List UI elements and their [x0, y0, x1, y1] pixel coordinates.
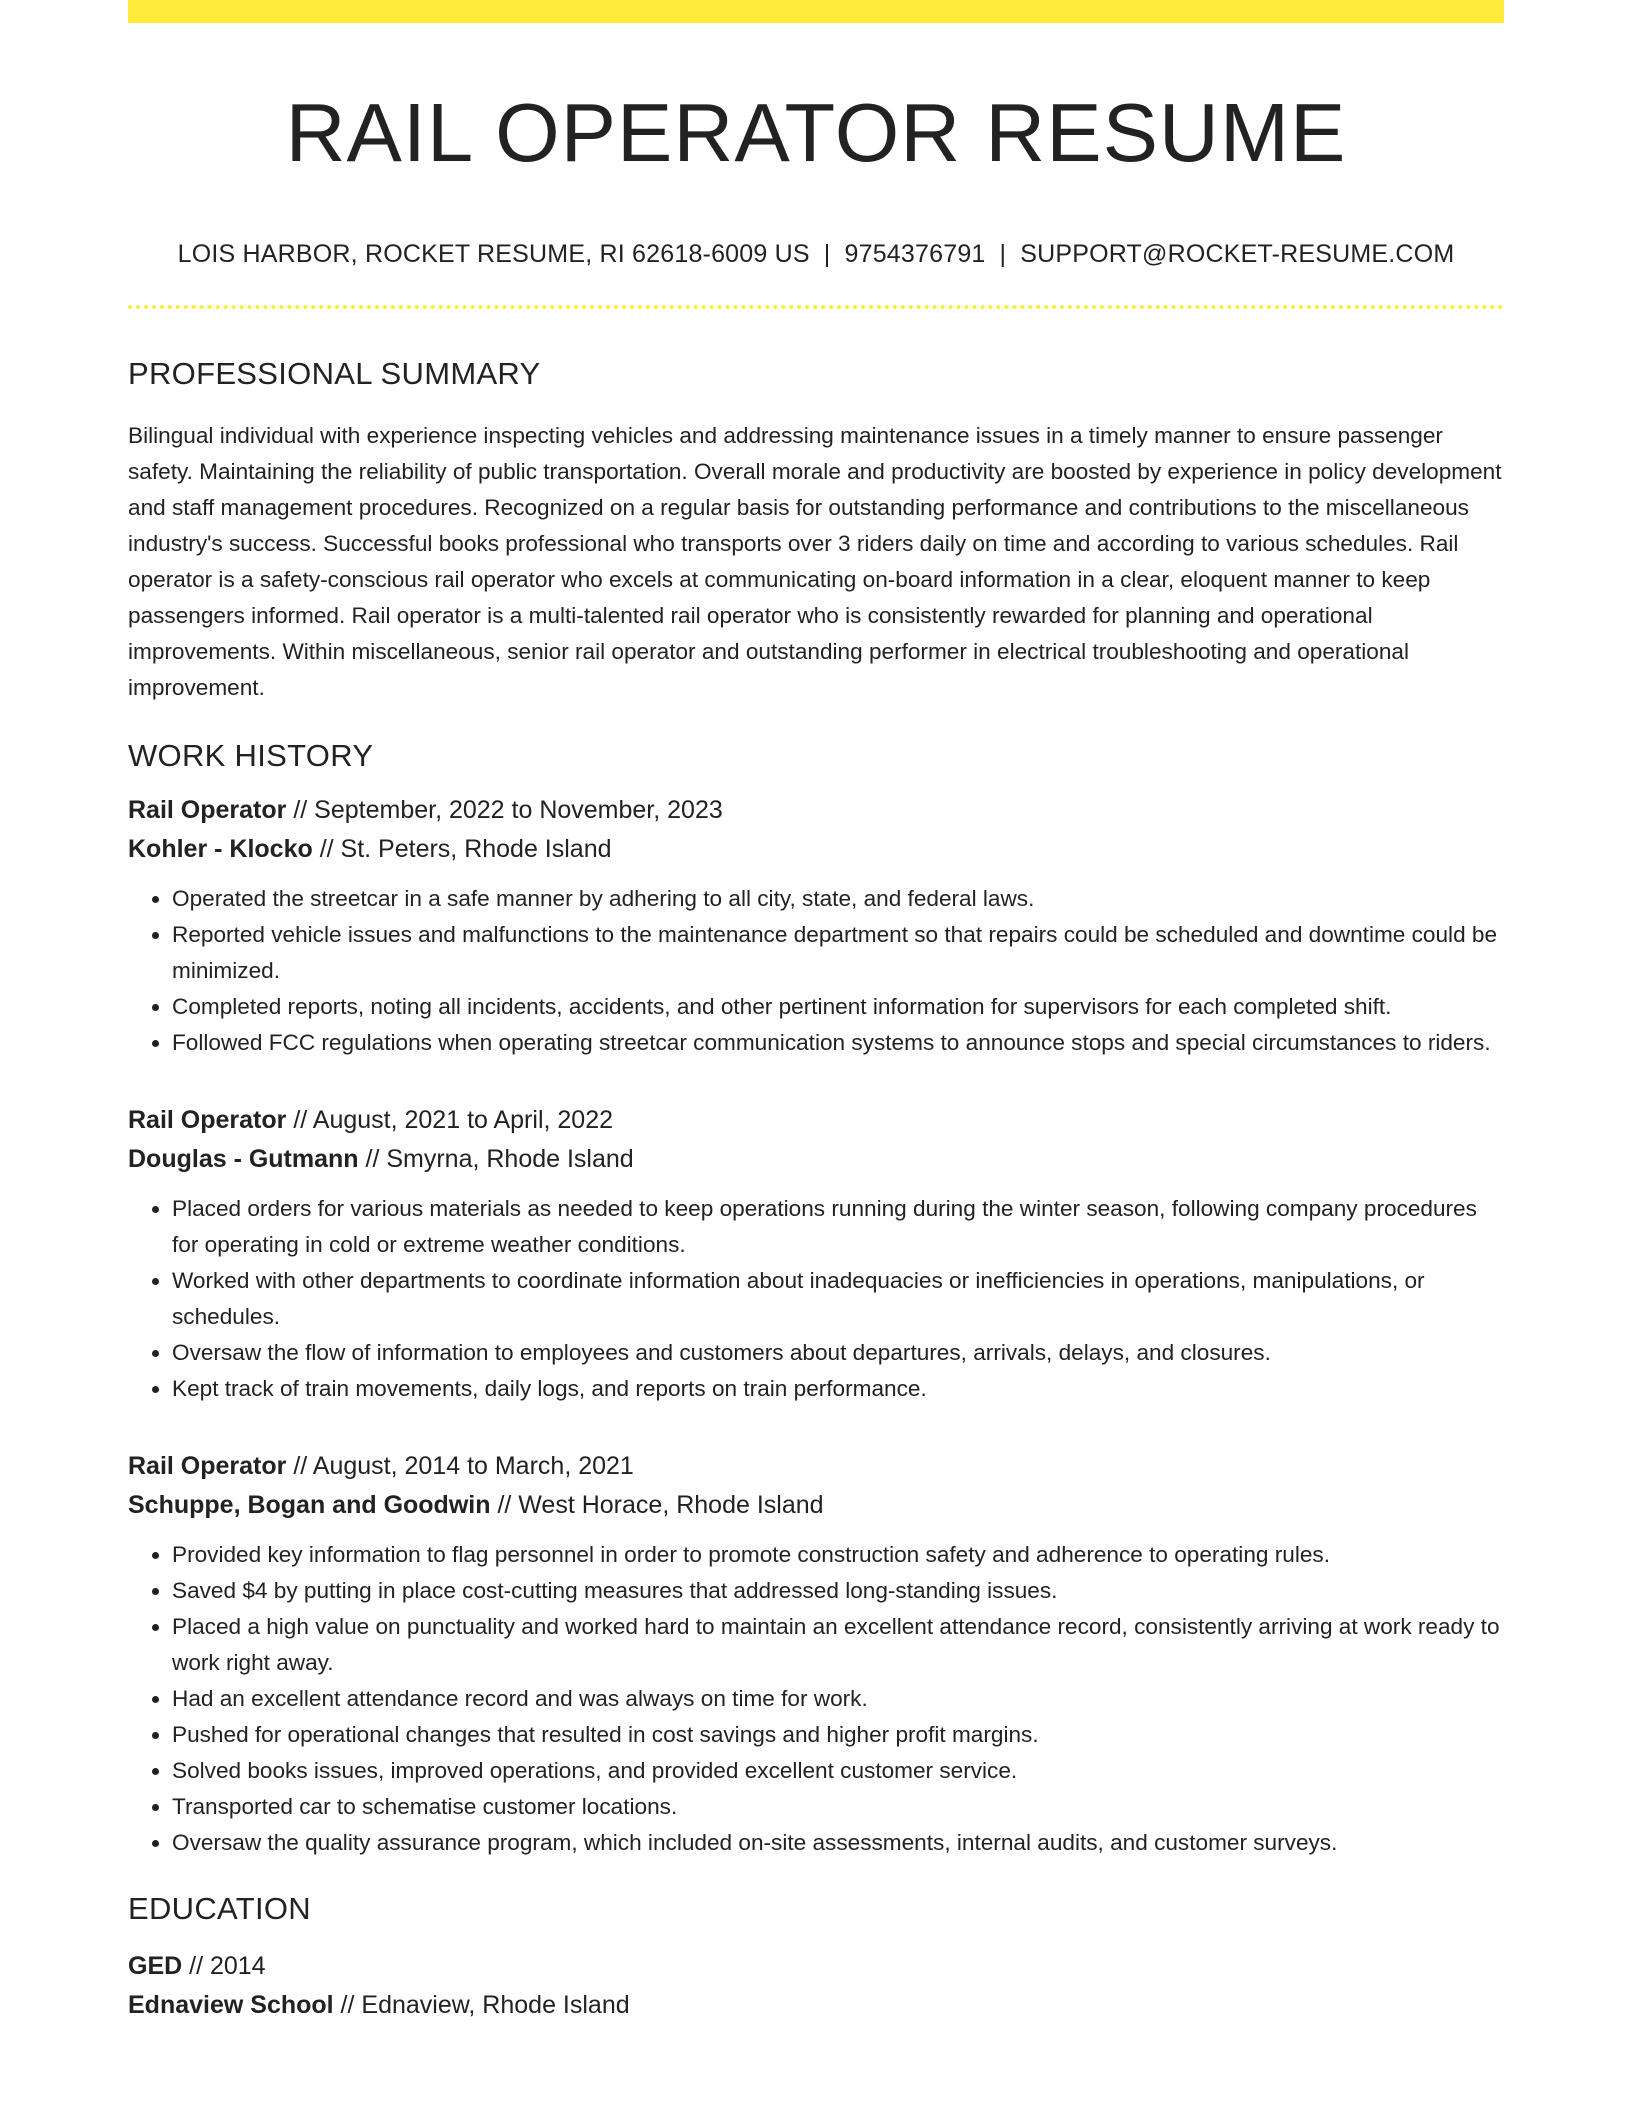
job-bullets — [128, 1191, 1504, 1407]
job-bullets — [128, 1537, 1504, 1861]
job-bullet: • Followed FCC regulations when operating streetcar communication systems to announce stops and special circumstances to riders. — [172, 1025, 1504, 1061]
job-bullet: • Provided key information to flag personnel in order to promote construction safety and adherence to operating rules. — [172, 1537, 1504, 1573]
job-company-line — [128, 1140, 1504, 1179]
job-dates: // August, 2021 to April, 2022 — [286, 1105, 613, 1134]
education-entry — [128, 1947, 1504, 2025]
job-location: // Smyrna, Rhode Island — [358, 1144, 634, 1173]
job-company-line — [128, 1486, 1504, 1525]
education-degree: GED — [128, 1951, 183, 1980]
job-company: Douglas - Gutmann — [128, 1144, 359, 1173]
resume-title: RAIL OPERATOR RESUME — [285, 86, 1347, 179]
job-dates: // August, 2014 to March, 2021 — [286, 1451, 634, 1480]
job-bullet: • Operated the streetcar in a safe manner by adhering to all city, state, and federal laws. — [172, 881, 1504, 917]
job-bullet: • Pushed for operational changes that resulted in cost savings and higher profit margins. — [172, 1717, 1504, 1753]
contact-line — [128, 239, 1504, 269]
job-bullet: • Solved books issues, improved operations, and provided excellent customer service. — [172, 1753, 1504, 1789]
job-company: Kohler - Klocko — [128, 834, 313, 863]
contact-separator: | — [999, 240, 1007, 269]
contact-email: SUPPORT@ROCKET-RESUME.COM — [1020, 240, 1455, 269]
job-entry — [128, 1447, 1504, 1861]
job-bullet: • Transported car to schematise customer locations. — [172, 1789, 1504, 1825]
education-location: // Ednaview, Rhode Island — [333, 1990, 630, 2019]
job-dates: // September, 2022 to November, 2023 — [286, 795, 723, 824]
job-location: // St. Peters, Rhode Island — [312, 834, 612, 863]
education-heading: EDUCATION — [128, 1890, 311, 1926]
job-bullet: • Saved $4 by putting in place cost-cutting measures that addressed long-standing issues. — [172, 1573, 1504, 1609]
resume-page — [128, 0, 1504, 2025]
job-bullets — [128, 881, 1504, 1061]
job-company-line — [128, 830, 1504, 869]
job-title: Rail Operator — [128, 1451, 287, 1480]
education-school-line — [128, 1986, 1504, 2025]
contact-separator: | — [823, 240, 831, 269]
job-bullet: • Placed a high value on punctuality and worked hard to maintain an excellent attendance record, consistently arriving at work ready to work right away. — [172, 1609, 1504, 1681]
summary-text: Bilingual individual with experience inspecting vehicles and addressing maintenance issues in a timely manner to ensure passenger safety. Maintaining the reliability of public transportation. Overall morale and productivity are boosted by experience in policy development and staff management procedures. Recognized on a regular basis for outstanding performance and contributions to the miscellaneous industry's success. Successful books professional who transports over 3 riders daily on time and according to various schedules. Rail operator is a safety-conscious rail operator who excels at communicating on-board information in a clear, eloquent manner to keep passengers informed. Rail operator is a multi-talented rail operator who is consistently rewarded for planning and operational improvements. Within miscellaneous, senior rail operator and outstanding performer in electrical troubleshooting and operational improvement. — [128, 423, 1502, 701]
job-bullet: • Oversaw the flow of information to employees and customers about departures, arrivals, delays, and closures. — [172, 1335, 1504, 1371]
dotted-divider — [128, 305, 1504, 309]
job-bullet: • Oversaw the quality assurance program, which included on-site assessments, internal audits, and customer surveys. — [172, 1825, 1504, 1861]
job-title-line — [128, 1447, 1504, 1486]
education-degree-line — [128, 1947, 1504, 1986]
job-location: // West Horace, Rhode Island — [490, 1490, 824, 1519]
contact-address: LOIS HARBOR, ROCKET RESUME, RI 62618-6009 US — [177, 240, 810, 269]
top-accent-bar — [128, 0, 1504, 23]
education-year: // 2014 — [182, 1951, 266, 1980]
summary-heading: PROFESSIONAL SUMMARY — [128, 356, 541, 392]
job-company: Schuppe, Bogan and Goodwin — [128, 1490, 491, 1519]
job-entry — [128, 1101, 1504, 1407]
job-bullet: • Had an excellent attendance record and was always on time for work. — [172, 1681, 1504, 1717]
job-bullet: • Reported vehicle issues and malfunctions to the maintenance department so that repairs could be scheduled and downtime could be minimized. — [172, 917, 1504, 989]
job-bullet: • Completed reports, noting all incidents, accidents, and other pertinent information for supervisors for each completed shift. — [172, 989, 1504, 1025]
job-bullet: • Placed orders for various materials as needed to keep operations running during the winter season, following company procedures for operating in cold or extreme weather conditions. — [172, 1191, 1504, 1263]
job-title: Rail Operator — [128, 795, 287, 824]
job-bullet: • Kept track of train movements, daily logs, and reports on train performance. — [172, 1371, 1504, 1407]
job-title-line — [128, 791, 1504, 830]
job-title: Rail Operator — [128, 1105, 287, 1134]
job-bullet: • Worked with other departments to coordinate information about inadequacies or inefficiencies in operations, manipulations, or schedules. — [172, 1263, 1504, 1335]
job-entry — [128, 791, 1504, 1061]
job-title-line — [128, 1101, 1504, 1140]
work-history-heading: WORK HISTORY — [128, 738, 374, 774]
contact-phone: 9754376791 — [844, 240, 986, 269]
education-school: Ednaview School — [128, 1990, 334, 2019]
